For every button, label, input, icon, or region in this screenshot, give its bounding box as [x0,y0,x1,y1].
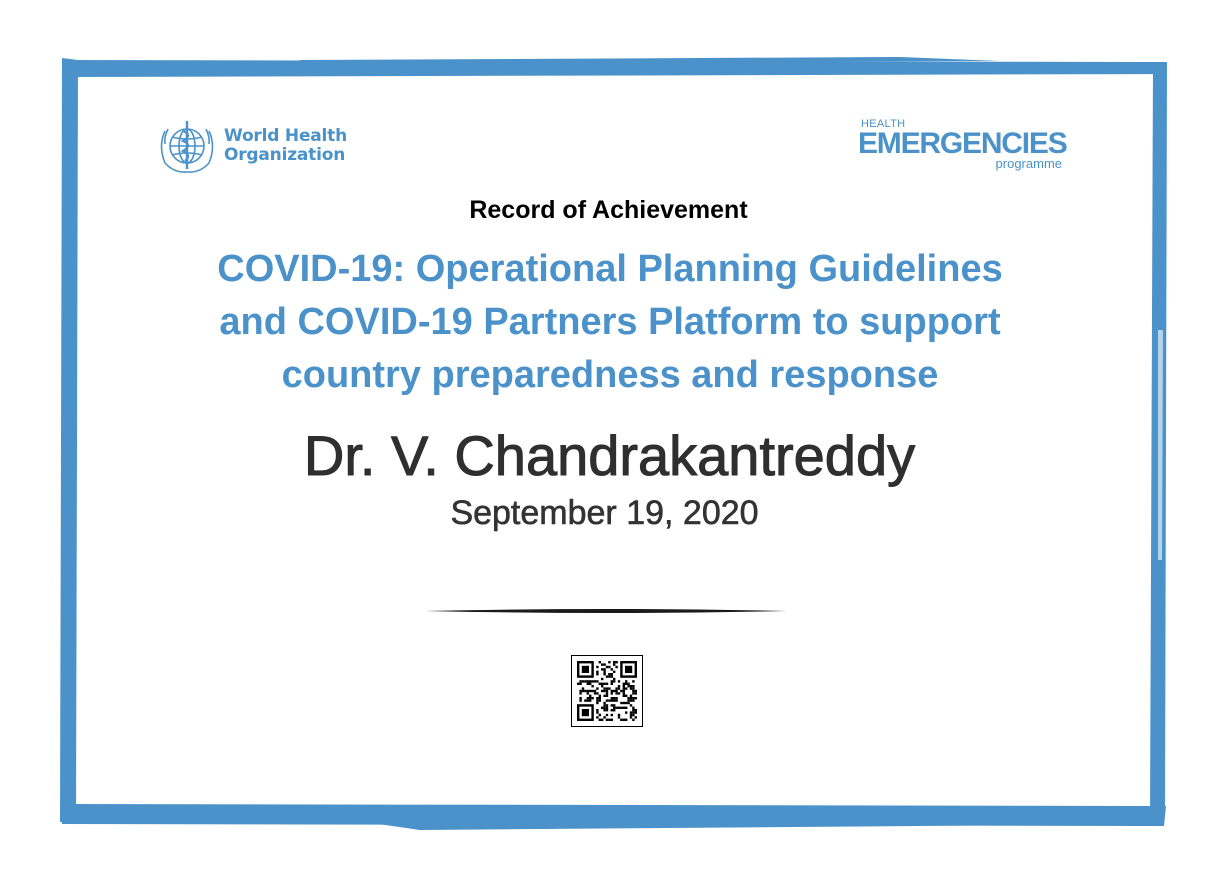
hep-logo-main: EMERGENCIES [858,127,1067,160]
hep-logo-sub: programme [995,156,1062,171]
certificate-heading: Record of Achievement [469,196,748,224]
who-emblem-icon [156,117,218,175]
who-wordmark-line2: Organization [224,145,346,165]
who-logo [156,117,347,175]
course-title-line: country preparedness and response [281,354,939,396]
who-wordmark [224,127,347,165]
health-emergencies-logo [858,118,1068,176]
recipient-name: Dr. V. Chandrakantreddy [303,424,916,487]
who-wordmark-line1: World Health [224,126,348,146]
qr-code-icon [571,655,643,727]
signature-line [425,606,787,616]
achievement-date: September 19, 2020 [450,494,759,532]
course-title [60,243,1160,402]
hep-logo-small: HEALTH [861,118,906,130]
course-title-line: COVID-19: Operational Planning Guidelines [217,248,1003,290]
course-title-line: and COVID-19 Partners Platform to support [219,301,1001,343]
